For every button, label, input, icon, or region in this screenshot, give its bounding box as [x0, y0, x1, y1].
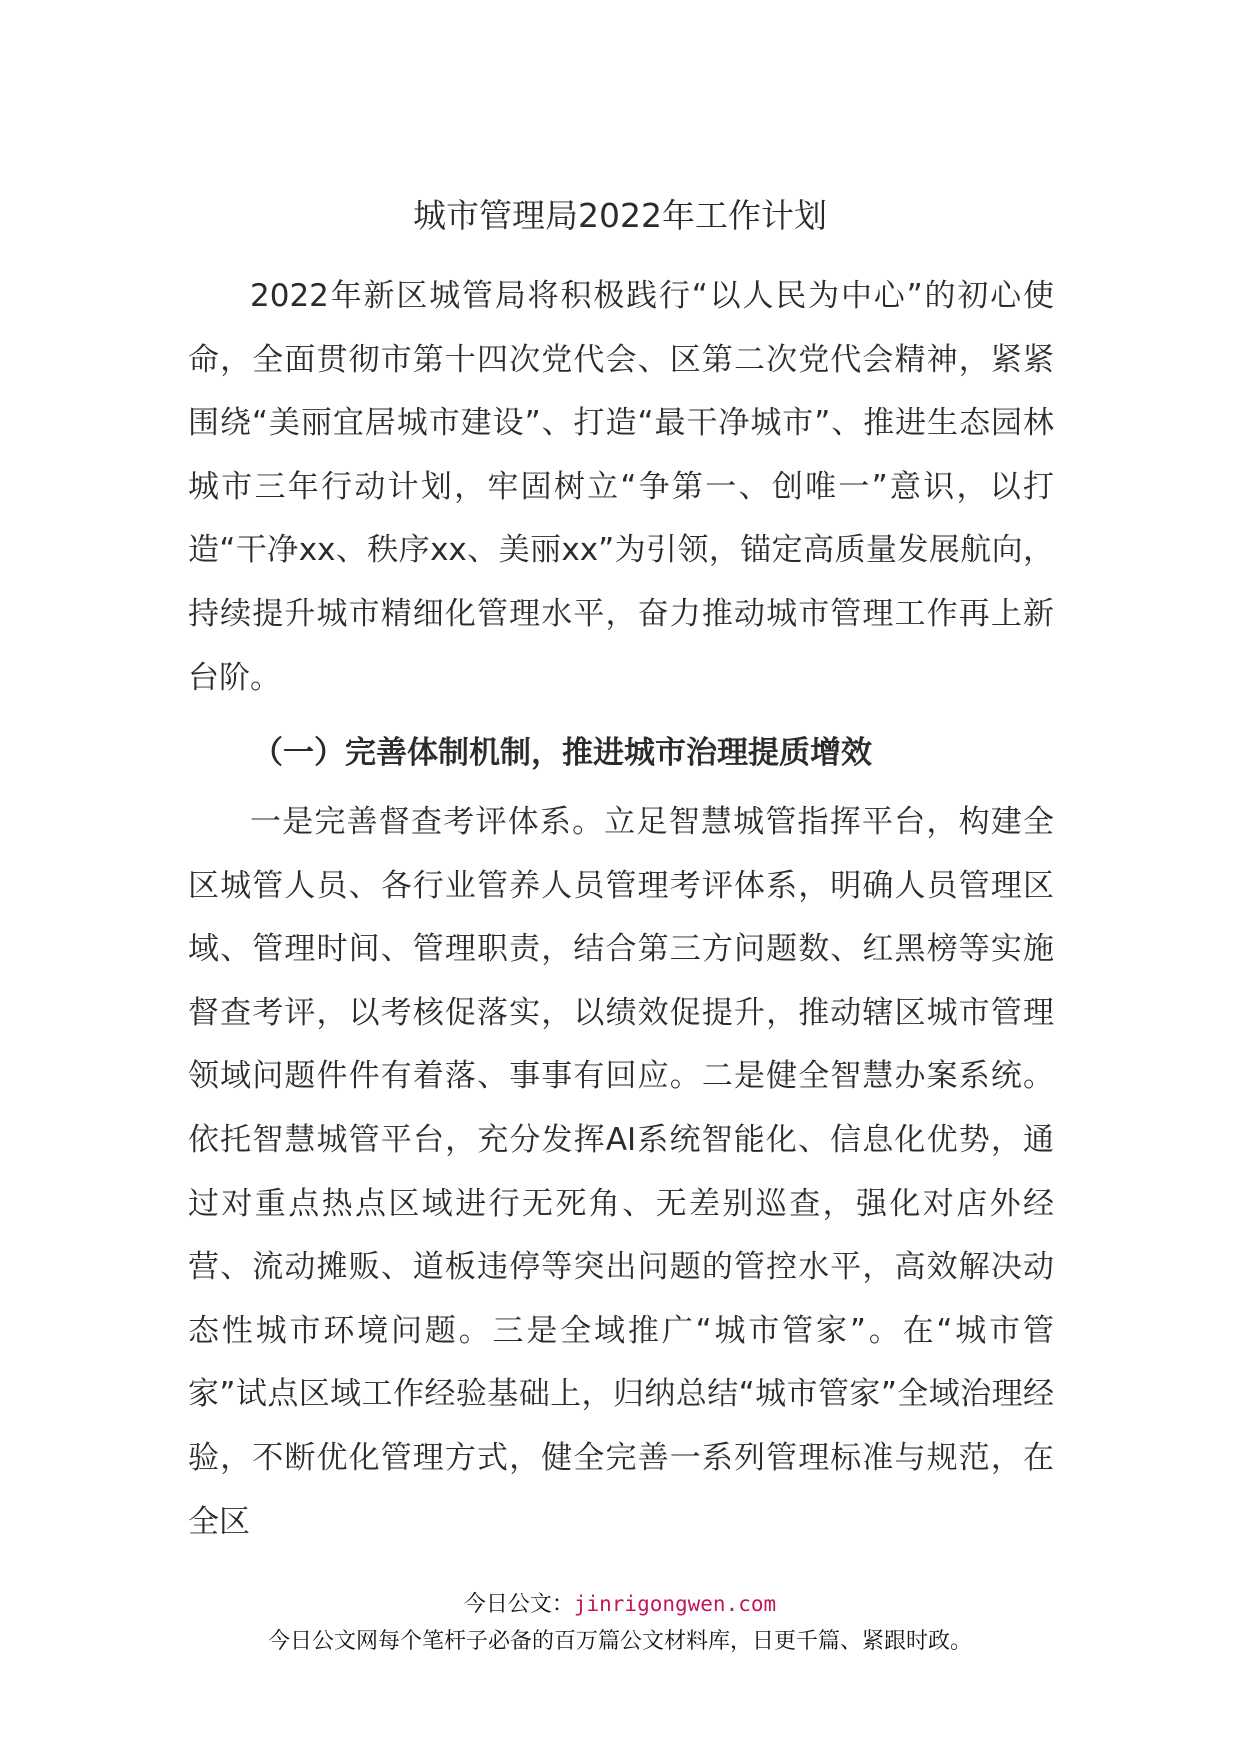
footer-label: 今日公文： [463, 1592, 574, 1617]
footer-slogan: 今日公文网每个笔杆子必备的百万篇公文材料库，日更千篇、紧跟时政。 [267, 1629, 972, 1654]
intro-paragraph: 2022年新区城管局将积极践行“以人民为中心”的初心使命，全面贯彻市第十四次党代会、区第二次党代会精神，紧紧围绕“美丽宜居城市建设”、打造“最干净城市”、推进生态园林城市三年行动计划，牢固树立“争第一、创唯一”意识，以打造“干净xx、秩序xx、美丽xx”为引领，锚定高质量发展航向，持续提升城市精细化管理水平，奋力推动城市管理工作再上新台阶。 [188, 278, 1054, 696]
section-paragraph: 一是完善督查考评体系。立足智慧城管指挥平台，构建全区城管人员、各行业管养人员管理考评体系，明确人员管理区域、管理时间、管理职责，结合第三方问题数、红黑榜等实施督查考评，以考核促落实，以绩效促提升，推动辖区城市管理领域问题件件有着落、事事有回应。二是健全智慧办案系统。依托智慧城管平台，充分发挥AI系统智能化、信息化优势，通过对重点热点区域进行无死角、无差别巡查，强化对店外经营、流动摊贩、道板违停等突出问题的管控水平，高效解决动态性城市环境问题。三是全域推广“城市管家”。在“城市管家”试点区域工作经验基础上，归纳总结“城市管家”全域治理经验，不断优化管理方式，健全完善一系列管理标准与规范，在全区 [188, 804, 1054, 1540]
document-title: 城市管理局2022年工作计划 [413, 196, 827, 235]
section-heading: （一）完善体制机制，推进城市治理提质增效 [252, 735, 872, 771]
footer-source-line [0, 1588, 1240, 1621]
footer-url-link[interactable]: jinrigongwen.com [573, 1592, 777, 1616]
